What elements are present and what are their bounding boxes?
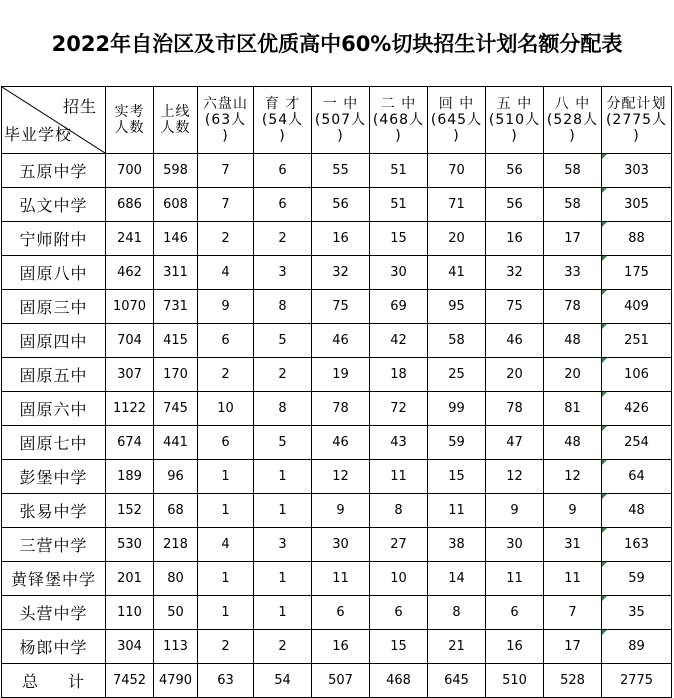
- value-cell: 70: [428, 154, 486, 188]
- value-cell: 20: [544, 358, 602, 392]
- value-cell: 10: [198, 392, 254, 426]
- cell-marker-icon: [602, 528, 607, 533]
- column-header-line: 一 中: [322, 96, 359, 112]
- column-header-line: 八 中: [554, 96, 591, 112]
- value-cell: 42: [370, 324, 428, 358]
- total-label-right: 计: [67, 672, 85, 691]
- cell-marker-icon: [602, 392, 607, 397]
- table-row: [2, 188, 672, 222]
- school-name-cell: 固原八中: [2, 256, 106, 290]
- value-cell: 1: [198, 494, 254, 528]
- value-cell: 201: [106, 562, 154, 596]
- value-cell: 80: [154, 562, 198, 596]
- value-cell: 6: [312, 596, 370, 630]
- value-cell: 8: [370, 494, 428, 528]
- table-row: [2, 426, 672, 460]
- value-cell: 71: [428, 188, 486, 222]
- value-cell: 58: [428, 324, 486, 358]
- value-cell: 30: [312, 528, 370, 562]
- cell-marker-icon: [602, 222, 607, 227]
- value-cell: 731: [154, 290, 198, 324]
- school-name-cell: 固原四中: [2, 324, 106, 358]
- value-cell: 2: [254, 358, 312, 392]
- value-cell: 33: [544, 256, 602, 290]
- table-row: [2, 562, 672, 596]
- total-value-cell: 2775: [602, 664, 672, 698]
- value-cell: 6: [254, 154, 312, 188]
- value-cell: 7: [544, 596, 602, 630]
- value-cell: 31: [544, 528, 602, 562]
- column-header-line: 人数: [114, 120, 145, 136]
- table-row: [2, 324, 672, 358]
- value-cell: [602, 630, 672, 664]
- value-cell: 4: [198, 528, 254, 562]
- value-cell: 110: [106, 596, 154, 630]
- value-cell: 218: [154, 528, 198, 562]
- cell-marker-icon: [602, 256, 607, 261]
- value-cell: 32: [486, 256, 544, 290]
- cell-marker-icon: [602, 188, 607, 193]
- value-cell: 12: [544, 460, 602, 494]
- value-cell: 6: [486, 596, 544, 630]
- value-text: 35: [628, 605, 645, 620]
- value-cell: 75: [486, 290, 544, 324]
- column-header: [198, 87, 254, 154]
- column-header-line: ): [395, 128, 402, 144]
- total-value-cell: 468: [370, 664, 428, 698]
- school-name-cell: 黄铎堡中学: [2, 562, 106, 596]
- value-cell: 674: [106, 426, 154, 460]
- value-cell: 1122: [106, 392, 154, 426]
- cell-marker-icon: [602, 630, 607, 635]
- table-row: [2, 290, 672, 324]
- value-cell: 69: [370, 290, 428, 324]
- value-cell: 68: [154, 494, 198, 528]
- column-header: [106, 87, 154, 154]
- value-cell: 51: [370, 188, 428, 222]
- value-cell: 99: [428, 392, 486, 426]
- cell-marker-icon: [602, 154, 607, 159]
- value-cell: 307: [106, 358, 154, 392]
- column-header-line: 育 才: [264, 96, 301, 112]
- value-cell: 170: [154, 358, 198, 392]
- cell-marker-icon: [602, 494, 607, 499]
- value-cell: 7: [198, 188, 254, 222]
- value-cell: 78: [544, 290, 602, 324]
- value-cell: 608: [154, 188, 198, 222]
- column-header-line: 五 中: [496, 96, 533, 112]
- value-cell: 12: [486, 460, 544, 494]
- value-cell: 46: [486, 324, 544, 358]
- school-name-cell: 头营中学: [2, 596, 106, 630]
- value-text: 409: [624, 299, 649, 314]
- value-cell: [602, 562, 672, 596]
- column-header-line: ): [222, 128, 229, 144]
- value-cell: 50: [154, 596, 198, 630]
- value-cell: 16: [486, 222, 544, 256]
- value-cell: 96: [154, 460, 198, 494]
- value-cell: 2: [198, 222, 254, 256]
- value-cell: 41: [428, 256, 486, 290]
- value-cell: 1: [254, 494, 312, 528]
- value-cell: [602, 188, 672, 222]
- value-cell: 704: [106, 324, 154, 358]
- value-text: 48: [628, 503, 645, 518]
- total-value-cell: 4790: [154, 664, 198, 698]
- value-cell: 3: [254, 256, 312, 290]
- value-text: 254: [624, 435, 649, 450]
- value-cell: [602, 392, 672, 426]
- value-cell: 56: [486, 154, 544, 188]
- value-cell: 745: [154, 392, 198, 426]
- value-cell: 12: [312, 460, 370, 494]
- column-header-line: (2775人: [605, 112, 668, 128]
- value-text: 59: [628, 571, 645, 586]
- table-row: [2, 222, 672, 256]
- school-name-cell: 宁师附中: [2, 222, 106, 256]
- column-header-line: 六盘山: [203, 96, 248, 112]
- value-cell: 51: [370, 154, 428, 188]
- value-cell: [602, 460, 672, 494]
- value-cell: 9: [312, 494, 370, 528]
- column-header-line: (507人: [314, 112, 367, 128]
- total-value-cell: 63: [198, 664, 254, 698]
- value-cell: 17: [544, 222, 602, 256]
- school-name-cell: 弘文中学: [2, 188, 106, 222]
- value-cell: 11: [428, 494, 486, 528]
- value-cell: [602, 324, 672, 358]
- value-cell: 700: [106, 154, 154, 188]
- total-value-cell: 528: [544, 664, 602, 698]
- value-cell: 1: [198, 460, 254, 494]
- school-name-cell: 五原中学: [2, 154, 106, 188]
- value-cell: 59: [428, 426, 486, 460]
- total-value-cell: 645: [428, 664, 486, 698]
- school-name-cell: 杨郎中学: [2, 630, 106, 664]
- column-header-line: 实考: [114, 104, 145, 120]
- corner-top-label: 招生: [62, 97, 97, 116]
- school-name-cell: 固原六中: [2, 392, 106, 426]
- value-cell: 530: [106, 528, 154, 562]
- total-value-cell: 507: [312, 664, 370, 698]
- value-cell: 58: [544, 154, 602, 188]
- value-cell: [602, 154, 672, 188]
- value-cell: [602, 494, 672, 528]
- value-cell: 9: [198, 290, 254, 324]
- column-header: [544, 87, 602, 154]
- column-header-line: (54人: [261, 112, 304, 128]
- column-header-line: 上线: [160, 104, 191, 120]
- value-cell: [602, 596, 672, 630]
- value-cell: 152: [106, 494, 154, 528]
- value-cell: 11: [544, 562, 602, 596]
- value-cell: 441: [154, 426, 198, 460]
- cell-marker-icon: [602, 460, 607, 465]
- column-header-line: ): [511, 128, 518, 144]
- total-value-cell: 54: [254, 664, 312, 698]
- value-cell: 6: [370, 596, 428, 630]
- column-header-line: ): [337, 128, 344, 144]
- value-cell: 686: [106, 188, 154, 222]
- value-cell: 78: [486, 392, 544, 426]
- value-cell: 113: [154, 630, 198, 664]
- column-header: [428, 87, 486, 154]
- cell-marker-icon: [602, 358, 607, 363]
- value-text: 305: [624, 197, 649, 212]
- value-cell: 10: [370, 562, 428, 596]
- table-body: [2, 154, 672, 698]
- value-cell: 48: [544, 426, 602, 460]
- value-cell: 30: [486, 528, 544, 562]
- value-cell: 11: [486, 562, 544, 596]
- column-header-line: 回 中: [438, 96, 475, 112]
- value-cell: 11: [370, 460, 428, 494]
- value-text: 88: [628, 231, 645, 246]
- value-cell: 15: [370, 630, 428, 664]
- column-header-line: 二 中: [380, 96, 417, 112]
- value-text: 64: [628, 469, 645, 484]
- value-cell: 6: [198, 426, 254, 460]
- school-name-cell: 三营中学: [2, 528, 106, 562]
- school-name-cell: 固原七中: [2, 426, 106, 460]
- value-cell: 1: [254, 460, 312, 494]
- school-name-cell: 固原五中: [2, 358, 106, 392]
- value-cell: 146: [154, 222, 198, 256]
- value-cell: 48: [544, 324, 602, 358]
- column-header-line: 分配计划: [606, 96, 667, 112]
- page-title: 2022年自治区及市区优质高中60%切块招生计划名额分配表: [51, 32, 623, 56]
- value-cell: 18: [370, 358, 428, 392]
- value-cell: 58: [544, 188, 602, 222]
- column-header-line: 人数: [160, 120, 191, 136]
- cell-marker-icon: [602, 290, 607, 295]
- value-cell: 5: [254, 324, 312, 358]
- value-cell: 43: [370, 426, 428, 460]
- total-row: [2, 664, 672, 698]
- value-cell: 21: [428, 630, 486, 664]
- school-name-cell: 彭堡中学: [2, 460, 106, 494]
- value-cell: 8: [254, 392, 312, 426]
- column-header-line: (645人: [430, 112, 483, 128]
- value-cell: [602, 358, 672, 392]
- column-header: [154, 87, 198, 154]
- school-name-cell: 张易中学: [2, 494, 106, 528]
- value-cell: 17: [544, 630, 602, 664]
- value-text: 426: [624, 401, 649, 416]
- value-cell: 38: [428, 528, 486, 562]
- corner-header: [2, 87, 106, 154]
- table-row: [2, 630, 672, 664]
- value-cell: 20: [486, 358, 544, 392]
- column-header: [486, 87, 544, 154]
- column-header-line: (510人: [488, 112, 541, 128]
- value-cell: 16: [312, 630, 370, 664]
- table-row: [2, 596, 672, 630]
- value-text: 163: [624, 537, 649, 552]
- total-value-cell: 510: [486, 664, 544, 698]
- value-cell: 14: [428, 562, 486, 596]
- column-header-line: ): [279, 128, 286, 144]
- column-header: [370, 87, 428, 154]
- value-cell: 4: [198, 256, 254, 290]
- value-text: 106: [624, 367, 649, 382]
- total-label-left: 总: [21, 672, 39, 691]
- table-row: [2, 154, 672, 188]
- total-value-cell: 7452: [106, 664, 154, 698]
- value-cell: 15: [370, 222, 428, 256]
- value-cell: 47: [486, 426, 544, 460]
- value-cell: [602, 290, 672, 324]
- value-cell: 27: [370, 528, 428, 562]
- column-header: [254, 87, 312, 154]
- value-cell: 6: [254, 188, 312, 222]
- value-cell: 56: [312, 188, 370, 222]
- value-text: 251: [624, 333, 649, 348]
- value-cell: 598: [154, 154, 198, 188]
- value-cell: [602, 426, 672, 460]
- value-cell: 1: [198, 596, 254, 630]
- column-header: [312, 87, 370, 154]
- value-cell: 78: [312, 392, 370, 426]
- table-row: [2, 460, 672, 494]
- value-cell: 1: [198, 562, 254, 596]
- value-cell: 11: [312, 562, 370, 596]
- value-cell: 72: [370, 392, 428, 426]
- value-cell: 7: [198, 154, 254, 188]
- value-cell: 1070: [106, 290, 154, 324]
- value-cell: 46: [312, 426, 370, 460]
- value-cell: 2: [198, 358, 254, 392]
- header-row: [2, 87, 672, 154]
- value-text: 175: [624, 265, 649, 280]
- value-cell: 462: [106, 256, 154, 290]
- value-cell: 1: [254, 562, 312, 596]
- allocation-table: [1, 86, 672, 698]
- value-cell: 46: [312, 324, 370, 358]
- column-header-line: ): [633, 128, 640, 144]
- value-cell: 15: [428, 460, 486, 494]
- value-cell: 95: [428, 290, 486, 324]
- value-cell: 241: [106, 222, 154, 256]
- value-cell: 30: [370, 256, 428, 290]
- value-cell: 25: [428, 358, 486, 392]
- value-cell: 55: [312, 154, 370, 188]
- value-cell: 8: [254, 290, 312, 324]
- total-label-cell: [2, 664, 106, 698]
- value-cell: [602, 528, 672, 562]
- table-row: [2, 358, 672, 392]
- column-header-line: (63人: [204, 112, 247, 128]
- table-row: [2, 528, 672, 562]
- value-cell: 5: [254, 426, 312, 460]
- value-cell: 2: [254, 222, 312, 256]
- column-header-line: ): [453, 128, 460, 144]
- value-cell: 9: [486, 494, 544, 528]
- value-cell: 304: [106, 630, 154, 664]
- cell-marker-icon: [602, 562, 607, 567]
- value-cell: 189: [106, 460, 154, 494]
- value-cell: [602, 256, 672, 290]
- value-cell: 3: [254, 528, 312, 562]
- value-cell: 16: [312, 222, 370, 256]
- column-header-line: (528人: [546, 112, 599, 128]
- corner-bottom-label: 毕业学校: [4, 125, 73, 144]
- table-row: [2, 494, 672, 528]
- value-cell: 9: [544, 494, 602, 528]
- table-row: [2, 392, 672, 426]
- column-header-line: ): [569, 128, 576, 144]
- value-cell: 81: [544, 392, 602, 426]
- value-cell: 2: [254, 630, 312, 664]
- value-cell: 32: [312, 256, 370, 290]
- value-cell: 75: [312, 290, 370, 324]
- value-cell: 415: [154, 324, 198, 358]
- table-row: [2, 256, 672, 290]
- school-name-cell: 固原三中: [2, 290, 106, 324]
- cell-marker-icon: [602, 324, 607, 329]
- column-header-line: (468人: [372, 112, 425, 128]
- cell-marker-icon: [602, 426, 607, 431]
- value-cell: 311: [154, 256, 198, 290]
- value-cell: 20: [428, 222, 486, 256]
- value-cell: [602, 222, 672, 256]
- value-cell: 2: [198, 630, 254, 664]
- column-header: [602, 87, 672, 154]
- value-cell: 1: [254, 596, 312, 630]
- value-text: 303: [624, 163, 649, 178]
- value-cell: 6: [198, 324, 254, 358]
- cell-marker-icon: [602, 596, 607, 601]
- value-cell: 56: [486, 188, 544, 222]
- value-text: 89: [628, 639, 645, 654]
- value-cell: 19: [312, 358, 370, 392]
- value-cell: 8: [428, 596, 486, 630]
- value-cell: 16: [486, 630, 544, 664]
